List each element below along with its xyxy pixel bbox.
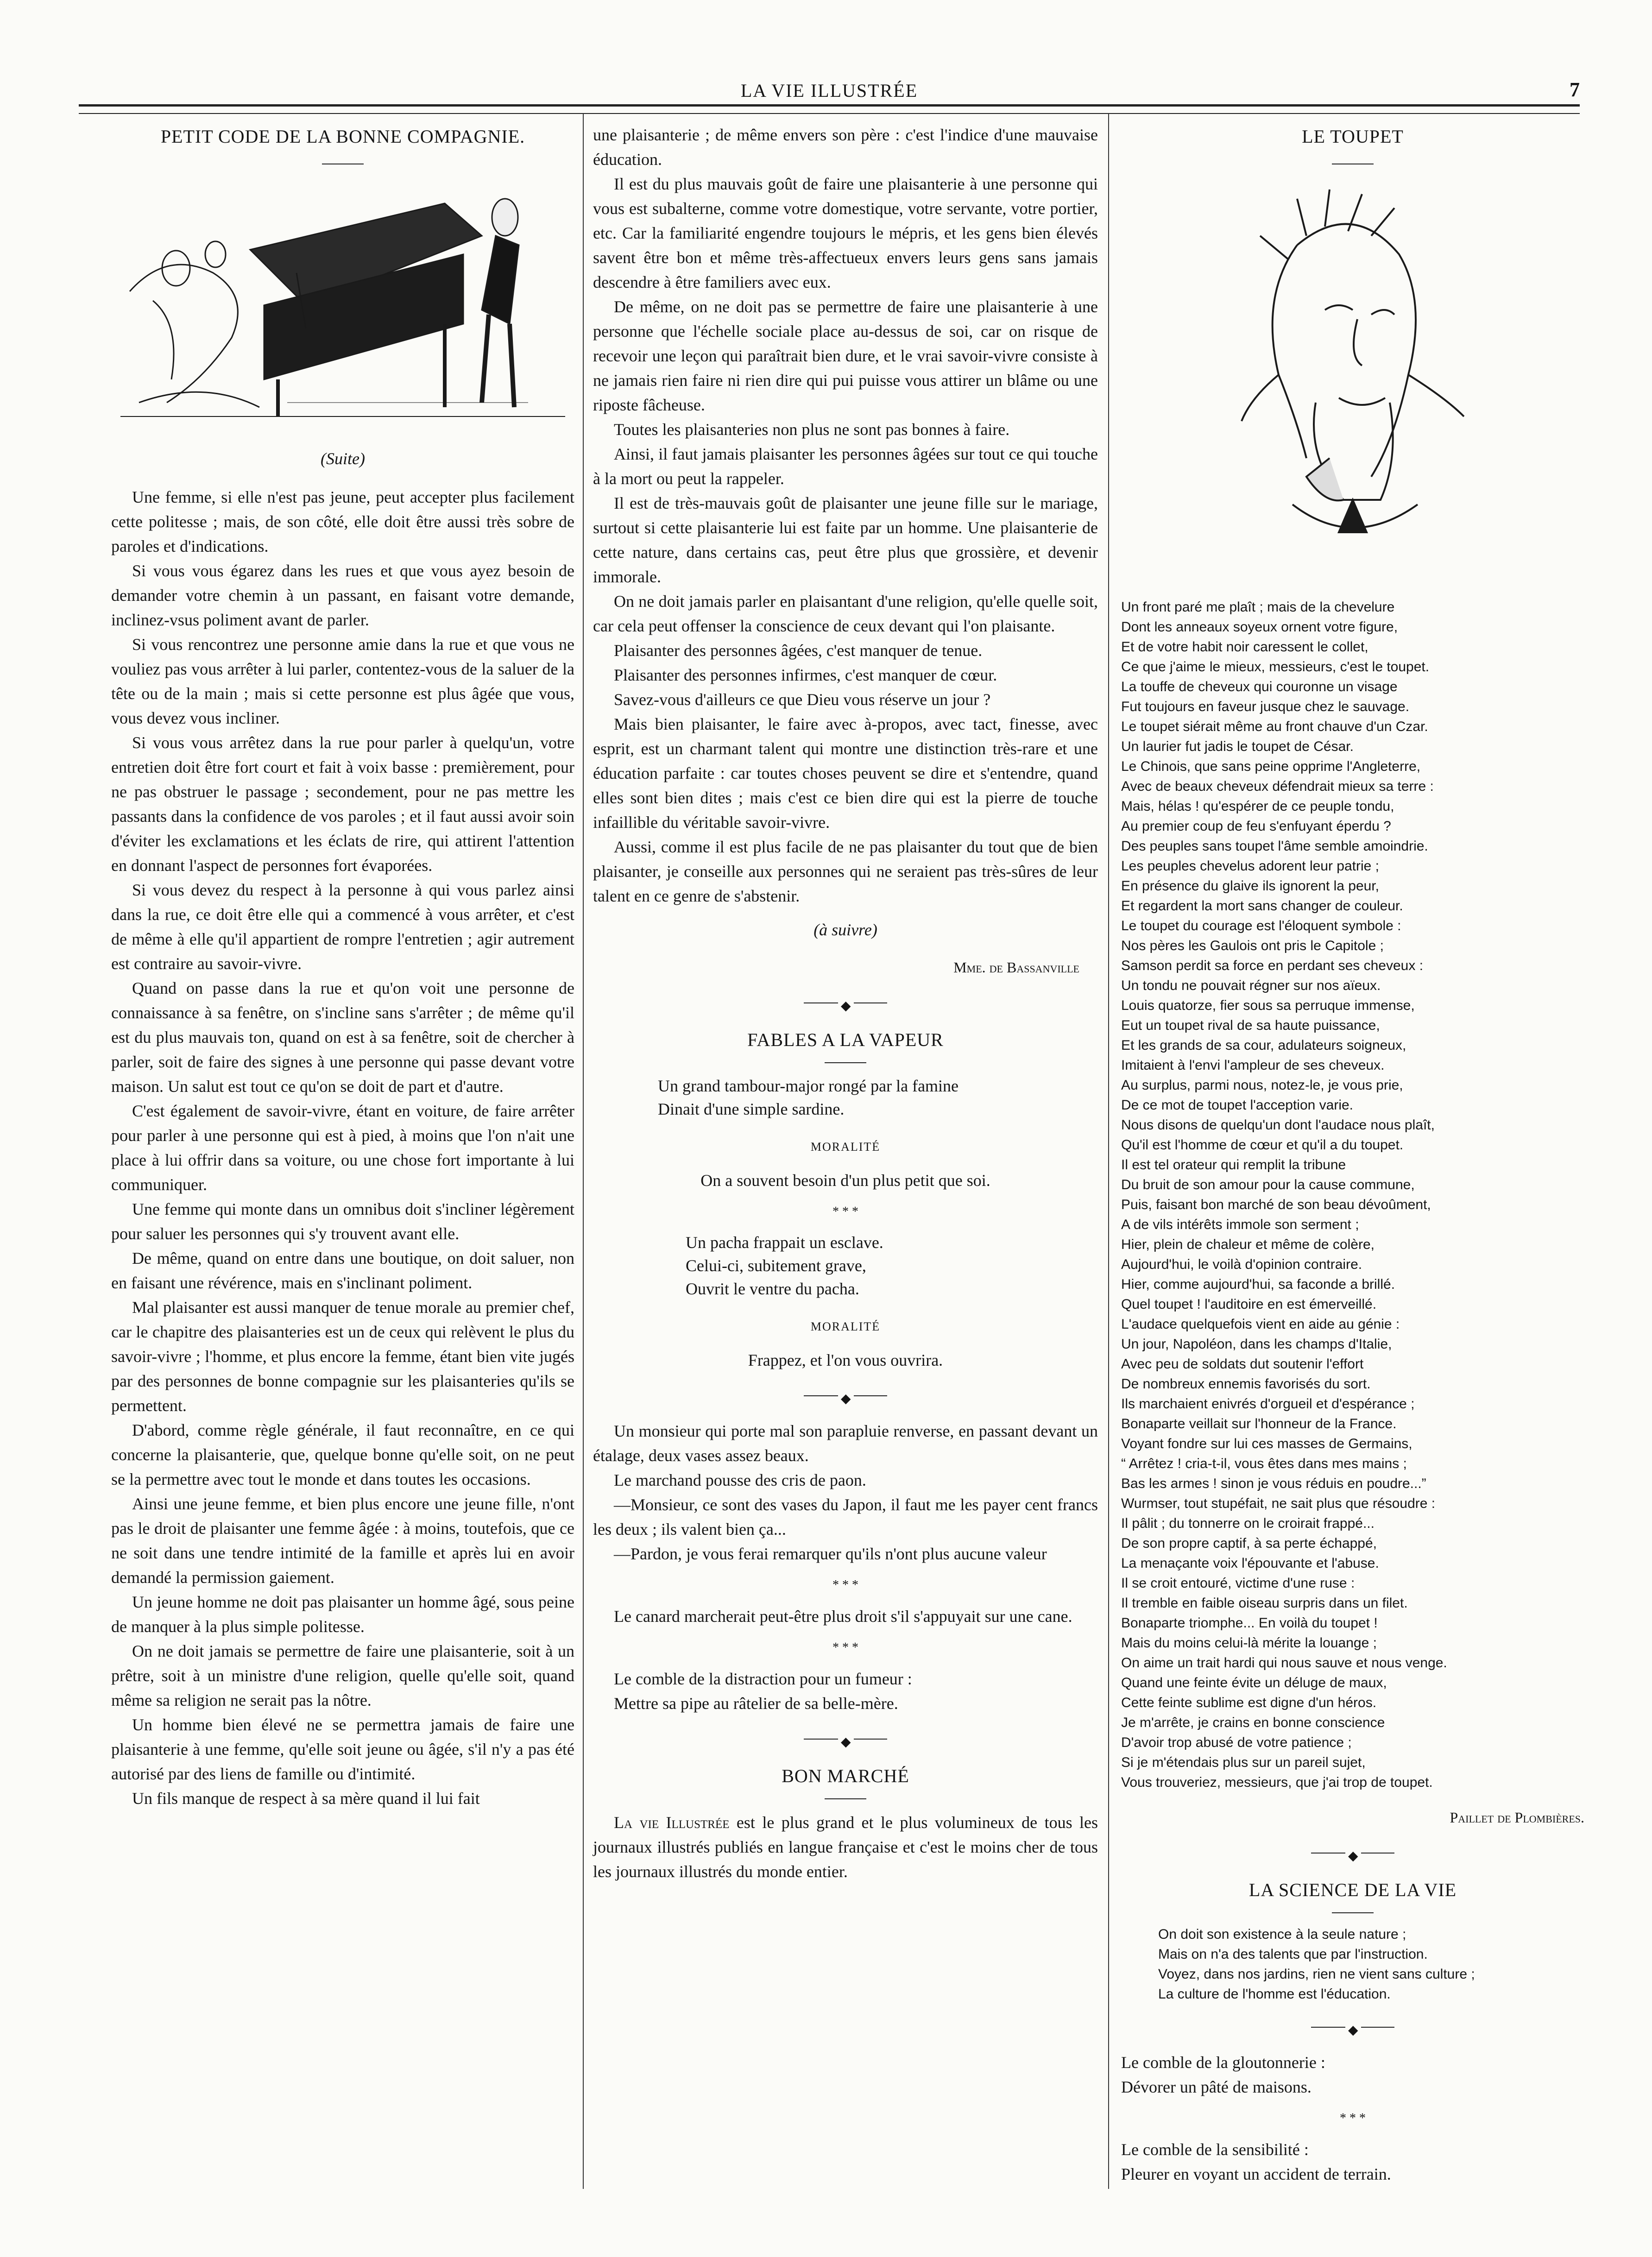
poem-line: “ Arrêtez ! cria-t-il, vous êtes dans mes mains ;: [1121, 1456, 1407, 1471]
poem-line: Le Chinois, que sans peine opprime l'Angleterre,: [1121, 759, 1421, 774]
poem-author-signature: Paillet de Plombières.: [1450, 1809, 1584, 1826]
comble-line: Le comble de la sensibilité :: [1121, 2140, 1309, 2159]
verse-line: Voyez, dans nos jardins, rien ne vient sans culture ;: [1158, 1967, 1475, 1982]
masthead: [79, 69, 1580, 107]
paragraph: Il est de très-mauvais goût de plaisanter une jeune fille sur le mariage, surtout si cette plaisanterie lui est faite par un homme. Une plaisanterie de cette nature, dans certains cas, peut être plus que grossière, et devenir immorale.: [593, 494, 1098, 586]
verse-line: Celui-ci, subitement grave,: [686, 1256, 866, 1275]
paragraph: Si vous vous égarez dans les rues et que vous ayez besoin de demander votre chemin à un passant, en faisant votre demande, inclinez-vsus poliment avant de parler.: [111, 561, 574, 629]
poem-line: Avec peu de soldats dut soutenir l'effort: [1121, 1356, 1364, 1372]
poem-line: Bas les armes ! sinon je vous réduis en poudre...”: [1121, 1476, 1426, 1491]
poem-line: Un jour, Napoléon, dans les champs d'Italie,: [1121, 1337, 1392, 1352]
paragraph: Mal plaisanter est aussi manquer de tenue morale au premier chef, car le chapitre des plaisanteries est un de ceux qui relèvent le plus du savoir-vivre ; l'homme, et plus encore la femme, étant bien vite jugés par des personnes de bonne compagnie sur les plaisanteries qu'ils se permettent.: [111, 1298, 574, 1415]
verse-line: Un grand tambour-major rongé par la famine: [658, 1077, 959, 1095]
poem-line: La menaçante voix l'épouvante et l'abuse.: [1121, 1556, 1379, 1571]
poem-line: Un front paré me plaît ; mais de la chevelure: [1121, 599, 1395, 615]
poem-line: Mais du moins celui-là mérite la louange ;: [1121, 1635, 1377, 1651]
asterism: * * *: [832, 1578, 858, 1592]
poem-line: Et regardent la mort sans changer de couleur.: [1121, 898, 1403, 914]
poem-line: Des peuples sans toupet l'âme semble amoindrie.: [1121, 838, 1428, 854]
comble-line: Le comble de la gloutonnerie :: [1121, 2053, 1325, 2072]
poem-line: Au surplus, parmi nous, notez-le, je vous prie,: [1121, 1078, 1403, 1093]
moralite-label: MORALITÉ: [810, 1140, 881, 1154]
paragraph: Il est du plus mauvais goût de faire une plaisanterie à une personne qui vous est subalterne, comme votre domestique, votre servante, votre portier, etc. Car la familiarité engendre toujours le mépris, et les gens bien élevés savent être bon et même très-affectueux envers leurs gens sans jamais descendre à être familiers avec eux.: [593, 175, 1098, 291]
poem-line: Hier, comme aujourd'hui, sa faconde a brillé.: [1121, 1277, 1395, 1292]
verse-line: La culture de l'homme est l'éducation.: [1158, 1986, 1391, 2002]
poem-line: Voyant fondre sur lui ces masses de Germains,: [1121, 1436, 1412, 1451]
paragraph: Plaisanter des personnes âgées, c'est manquer de tenue.: [614, 641, 983, 660]
poem-line: Wurmser, tout stupéfait, ne sait plus que résoudre :: [1121, 1496, 1436, 1511]
poem-le-toupet: [1121, 597, 1584, 1792]
comble-sensibilite: [1121, 2137, 1584, 2187]
paragraph: Le comble de la distraction pour un fumeur :: [614, 1670, 912, 1688]
salon-piano-illustration: [111, 185, 574, 426]
author-signature: Mme. de Bassanville: [953, 959, 1079, 976]
verse-line: Mais on n'a des talents que par l'instruction.: [1158, 1947, 1428, 1962]
poem-line: Et de votre habit noir caressent le collet,: [1121, 639, 1368, 655]
poem-line: Avec de beaux cheveux défendrait mieux sa terre :: [1121, 779, 1434, 794]
journal-name: La vie Illustrée: [614, 1813, 730, 1832]
poem-line: Si je m'étendais plus sur un pareil sujet,: [1121, 1755, 1366, 1770]
ornament-divider: [593, 998, 1098, 1008]
suite-label: (Suite): [321, 449, 365, 468]
column-divider-2: [1108, 113, 1109, 2189]
poem-line: Mais, hélas ! qu'espérer de ce peuple tondu,: [1121, 799, 1394, 814]
poem-line: Le toupet du courage est l'éloquent symbole :: [1121, 918, 1401, 933]
poem-line: Vous trouveriez, messieurs, que j'ai trop de toupet.: [1121, 1775, 1433, 1790]
poem-line: Ils marchaient enivrés d'orgueil et d'espérance ;: [1121, 1396, 1415, 1412]
poem-line: Bonaparte veillait sur l'honneur de la France.: [1121, 1416, 1397, 1431]
poem-line: Eut un toupet rival de sa haute puissance,: [1121, 1018, 1380, 1033]
ornament-divider: [593, 1734, 1098, 1744]
asterism: * * *: [832, 1204, 858, 1219]
ornament-divider: [1121, 2023, 1584, 2032]
paragraph: On ne doit jamais se permettre de faire une plaisanterie, soit à un prêtre, soit à un ministre d'une religion, quelle qu'elle soit, quand même sa religion ne serait pas la nôtre.: [111, 1642, 574, 1709]
toupet-portrait-illustration: [1232, 180, 1473, 560]
paragraph: Ainsi une jeune femme, et bien plus encore une jeune fille, n'ont pas le droit de plaisanter une femme âgée : à moins, toutefois, que ce ne soit dans une tendre intimité de la famille et après lui en avoir demandé la permission gaiement.: [111, 1494, 574, 1587]
poem-line: Bonaparte triomphe... En voilà du toupet !: [1121, 1615, 1378, 1631]
poem-line: Un tondu ne pouvait régner sur nos aïeux.: [1121, 978, 1381, 993]
poem-line: La touffe de cheveux qui couronne un visage: [1121, 679, 1398, 694]
paragraph: Le marchand pousse des cris de paon.: [614, 1471, 866, 1489]
poem-line: Imitaient à l'envi l'ampleur de ses cheveux.: [1121, 1058, 1385, 1073]
paragraph: Une femme qui monte dans un omnibus doit s'incliner légèrement pour saluer les personnes qui s'y trouvent avant elle.: [111, 1200, 574, 1243]
section-title-bon-marche: BON MARCHÉ: [782, 1765, 909, 1786]
poem-line: Quel toupet ! l'auditoire en est émerveillé.: [1121, 1297, 1377, 1312]
paragraph: Si vous rencontrez une personne amie dans la rue et que vous ne vouliez pas vous arrêter à lui parler, contentez-vous de la saluer de la tête ou de la main ; mais si cette personne est plus âgée que vous, vous devez vous incliner.: [111, 635, 574, 727]
a-suivre-label: (à suivre): [813, 920, 877, 939]
poem-line: Nous disons de quelqu'un dont l'audace nous plaît,: [1121, 1117, 1435, 1133]
poem-line: Il se croit entouré, victime d'une ruse :: [1121, 1576, 1355, 1591]
paragraph: Mais bien plaisanter, le faire avec à-propos, avec tact, finesse, avec esprit, est un charmant talent qui montre une distinction très-rare et une éducation parfaite : car toutes choses peuvent se dire et s'entendre, quand elles sont bien dites ; mais c'est ce bien dire qui est la pierre de touche infaillible du véritable savoir-vivre.: [593, 715, 1098, 832]
asterism: * * *: [832, 1640, 858, 1655]
fable-verse: [593, 1231, 1098, 1300]
poem-line: Un laurier fut jadis le toupet de César.: [1121, 739, 1354, 754]
poem-line: Et les grands de sa cour, adulateurs soigneux,: [1121, 1038, 1406, 1053]
paragraph: une plaisanterie ; de même envers son père : c'est l'indice d'une mauvaise éducation.: [593, 126, 1098, 169]
paragraph: —Pardon, je vous ferai remarquer qu'ils n'ont plus aucune valeur: [614, 1545, 1047, 1563]
fable-moral: Frappez, et l'on vous ouvrira.: [748, 1351, 943, 1369]
poem-line: Dont les anneaux soyeux ornent votre figure,: [1121, 619, 1398, 635]
poem-line: Il est tel orateur qui remplit la tribune: [1121, 1157, 1346, 1173]
poem-line: On aime un trait hardi qui nous sauve et nous venge.: [1121, 1655, 1447, 1671]
section-title-toupet: LE TOUPET: [1302, 126, 1404, 147]
paragraph: Plaisanter des personnes infirmes, c'est manquer de cœur.: [614, 666, 997, 684]
paragraph: Aussi, comme il est plus facile de ne pas plaisanter du tout que de bien plaisanter, je conseille aux personnes qui ne seraient pas très-sûres de leur talent en ce genre de s'abstenir.: [593, 838, 1098, 905]
poem-line: D'avoir trop abusé de votre patience ;: [1121, 1735, 1352, 1750]
poem-line: L'audace quelquefois vient en aide au génie :: [1121, 1317, 1400, 1332]
poem-line: Il tremble en faible oiseau surpris dans un filet.: [1121, 1595, 1408, 1611]
paragraph: Un homme bien élevé ne se permettra jamais de faire une plaisanterie à une femme, qu'elle soit jeune ou âgée, s'il n'y a pas été autorisé par des liens de famille ou d'intimité.: [111, 1715, 574, 1783]
paragraph: Toutes les plaisanteries non plus ne sont pas bonnes à faire.: [614, 420, 1010, 439]
poem-line: Ce que j'aime le mieux, messieurs, c'est le toupet.: [1121, 659, 1430, 675]
title-rule: [825, 1798, 866, 1799]
comble-line: Pleurer en voyant un accident de terrain.: [1121, 2165, 1391, 2183]
poem-line: En présence du glaive ils ignorent la peur,: [1121, 878, 1380, 894]
paragraph: Un monsieur qui porte mal son parapluie renverse, en passant devant un étalage, deux vases assez beaux.: [593, 1422, 1098, 1465]
verse-line: Dinait d'une simple sardine.: [658, 1100, 845, 1118]
section-title-science: LA SCIENCE DE LA VIE: [1248, 1879, 1457, 1900]
comble-line: Dévorer un pâté de maisons.: [1121, 2078, 1312, 2096]
journal-title: LA VIE ILLUSTRÉE: [740, 80, 918, 101]
poem-line: Les peuples chevelus adorent leur patrie ;: [1121, 858, 1380, 874]
poem-line: Le toupet siérait même au front chauve d'un Czar.: [1121, 719, 1428, 734]
paragraph: C'est également de savoir-vivre, étant en voiture, de faire arrêter pour parler à une personne qui est à pied, à moins que l'on n'ait une place à lui offrir dans sa voiture, ou une chose fort importante à lui communiquer.: [111, 1102, 574, 1194]
verse-line: Un pacha frappait un esclave.: [686, 1233, 883, 1252]
paragraph: Savez-vous d'ailleurs ce que Dieu vous réserve un jour ?: [614, 690, 991, 709]
paragraph: D'abord, comme règle générale, il faut reconnaître, en ce qui concerne la plaisanterie, que, quelque bonne qu'elle soit, on ne peut se la permettre avec tout le monde et dans toutes les occasions.: [111, 1421, 574, 1488]
science-verse: [1121, 1924, 1584, 2004]
poem-line: A de vils intérêts immole son serment ;: [1121, 1217, 1359, 1232]
fable-moral: On a souvent besoin d'un plus petit que soi.: [700, 1171, 990, 1190]
column-left: [111, 123, 574, 1811]
title-rule: [825, 1062, 866, 1063]
verse-line: Ouvrit le ventre du pacha.: [686, 1280, 859, 1298]
section-title-petit-code: PETIT CODE DE LA BONNE COMPAGNIE.: [160, 126, 525, 147]
bon-marche-paragraph: [593, 1810, 1098, 1884]
paragraph: Un fils manque de respect à sa mère quand il lui fait: [132, 1789, 480, 1808]
poem-line: Louis quatorze, fier sous sa perruque immense,: [1121, 998, 1415, 1013]
poem-line: Nos pères les Gaulois ont pris le Capitole ;: [1121, 938, 1384, 953]
page-number: 7: [1570, 78, 1580, 101]
column-divider-1: [583, 113, 584, 2189]
verse-line: On doit son existence à la seule nature ;: [1158, 1927, 1406, 1942]
paragraph: Si vous vous arrêtez dans la rue pour parler à quelqu'un, votre entretien doit être fort court et fait à voix basse : premièrement, pour ne pas obstruer le passage ; secondement, pour ne pas mettre les passants dans la confidence de vos paroles ; et il faut aussi avoir soin d'éviter les exclamations et les éclats de rire, qui attirent l'attention en donnant l'aspect de personnes fort évaporées.: [111, 733, 574, 875]
moralite-label: MORALITÉ: [810, 1320, 881, 1333]
paragraph: Un jeune homme ne doit pas plaisanter un homme âgé, sous peine de manquer à la plus simple politesse.: [111, 1593, 574, 1636]
column-middle: [593, 123, 1098, 1884]
poem-line: Cette feinte sublime est digne d'un héros.: [1121, 1695, 1377, 1710]
paragraph: Le canard marcherait peut-être plus droit s'il s'appuyait sur une cane.: [614, 1607, 1072, 1626]
fable-verse: [593, 1074, 1098, 1121]
poem-line: De nombreux ennemis favorisés du sort.: [1121, 1376, 1371, 1392]
poem-line: Hier, plein de chaleur et même de colère,: [1121, 1237, 1375, 1252]
paragraph: Une femme, si elle n'est pas jeune, peut accepter plus facilement cette politesse ; mais, de son côté, elle doit être aussi très sobre de paroles et d'indications.: [111, 488, 574, 555]
poem-line: Au premier coup de feu s'enfuyant éperdu ?: [1121, 819, 1391, 834]
comble-gloutonnerie: [1121, 2050, 1584, 2099]
poem-line: Du bruit de son amour pour la cause commune,: [1121, 1177, 1415, 1192]
paragraph: Mettre sa pipe au râtelier de sa belle-mère.: [614, 1694, 898, 1713]
poem-line: Samson perdit sa force en perdant ses cheveux :: [1121, 958, 1424, 973]
poem-line: De ce mot de toupet l'acception varie.: [1121, 1097, 1354, 1113]
title-rule: [1332, 1912, 1374, 1913]
paragraph-text: est le plus grand et le plus volumineux de tous les journaux illustrés publiés en langue française et c'est le moins cher de tous les journaux illustrés du monde entier.: [593, 1813, 1098, 1881]
poem-line: Aujourd'hui, le voilà d'opinion contraire.: [1121, 1257, 1362, 1272]
paragraph: —Monsieur, ce sont des vases du Japon, il faut me les payer cent francs les deux ; ils valent bien ça...: [593, 1495, 1098, 1538]
poem-line: Quand une feinte évite un déluge de maux,: [1121, 1675, 1387, 1690]
asterism: * * *: [1340, 2111, 1366, 2125]
poem-line: Il pâlit ; du tonnerre on le croirait frappé...: [1121, 1516, 1375, 1531]
header-rule: [79, 104, 1580, 114]
paragraph: Ainsi, il faut jamais plaisanter les personnes âgées sur tout ce qui touche à la mort ou peut la rappeler.: [593, 445, 1098, 488]
ornament-divider: [593, 1391, 1098, 1400]
poem-line: Qu'il est l'homme de cœur et qu'il a du toupet.: [1121, 1137, 1404, 1153]
poem-line: De son propre captif, à sa perte échappé,: [1121, 1536, 1377, 1551]
poem-line: Fut toujours en faveur jusque chez le sauvage.: [1121, 699, 1410, 714]
poem-line: Je m'arrête, je crains en bonne conscience: [1121, 1715, 1385, 1730]
column-right: [1121, 123, 1584, 2187]
paragraph: De même, on ne doit pas se permettre de faire une plaisanterie à une personne que l'échelle sociale place au-dessus de soi, car on risque de recevoir une leçon qui paraîtrait bien dure, et le vrai savoir-vivre consiste à ne jamais rien faire ni rien dire qui pui puisse vous attirer un blâme ou une riposte fâcheuse.: [593, 297, 1098, 414]
poem-line: Puis, faisant bon marché de son beau dévoûment,: [1121, 1197, 1431, 1212]
paragraph: Si vous devez du respect à la personne à qui vous parlez ainsi dans la rue, ce doit être elle qui a commencé à vous arrêter, et c'est de même à elle qu'il appartient de rompre l'entretien ; agir autrement est contraire au savoir-vivre.: [111, 881, 574, 973]
paragraph: On ne doit jamais parler en plaisantant d'une religion, qu'elle quelle soit, car cela peut offenser la conscience de ceux devant qui l'on plaisante.: [593, 592, 1098, 635]
paragraph: Quand on passe dans la rue et qu'on voit une personne de connaissance à sa fenêtre, on s'incline sans s'arrêter ; de même qu'il est du plus mauvais ton, quand on est à sa fenêtre, soit de chercher à parler, soit de faire des signes à une personne qui passe devant votre maison. Un salut est tout ce qu'on se doit de part et d'autre.: [111, 979, 574, 1096]
ornament-divider: [1121, 1848, 1584, 1858]
section-title-fables: FABLES A LA VAPEUR: [747, 1029, 944, 1050]
paragraph: De même, quand on entre dans une boutique, on doit saluer, non en faisant une révérence, mais en s'inclinant poliment.: [111, 1249, 574, 1292]
